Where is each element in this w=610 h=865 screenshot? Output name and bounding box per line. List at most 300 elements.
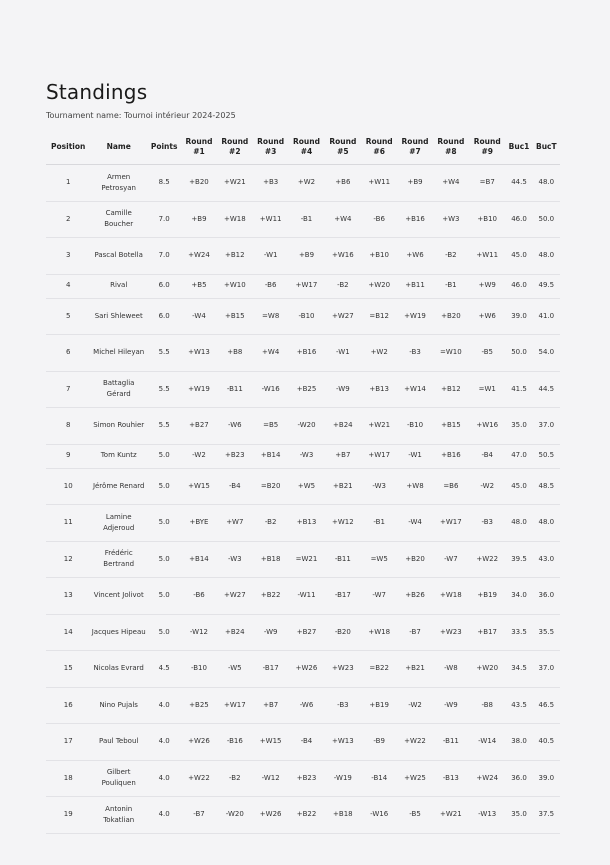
round-cell: +W3: [433, 201, 469, 238]
round-cell: -W20: [217, 797, 253, 834]
round-cell: +B12: [433, 371, 469, 408]
round-cell: +B24: [325, 408, 361, 445]
round-cell: -W4: [181, 298, 216, 335]
round-cell: -B7: [397, 614, 432, 651]
name-cell: Michel Hileyan: [90, 335, 147, 372]
table-row: [46, 541, 560, 578]
round-cell: +W23: [433, 614, 469, 651]
table-row: [46, 238, 560, 275]
column-header: BucT: [533, 130, 560, 165]
points-cell: 4.5: [147, 651, 181, 688]
points-cell: 4.0: [147, 760, 181, 797]
header-row: [46, 130, 560, 165]
buc1-cell: 35.0: [505, 408, 532, 445]
round-cell: -B2: [433, 238, 469, 275]
round-cell: -W16: [361, 797, 397, 834]
round-cell: -B5: [469, 335, 505, 372]
buct-cell: 36.0: [533, 578, 560, 615]
position-cell: 9: [46, 444, 90, 468]
round-cell: +W22: [397, 724, 432, 761]
buct-cell: 48.0: [533, 238, 560, 275]
round-cell: -B1: [433, 274, 469, 298]
points-cell: 4.0: [147, 797, 181, 834]
round-cell: -W14: [469, 724, 505, 761]
name-cell: Antonin Tokatlian: [90, 797, 147, 834]
buc1-cell: 48.0: [505, 505, 532, 542]
position-cell: 11: [46, 505, 90, 542]
round-cell: =B5: [253, 408, 288, 445]
round-cell: +B26: [397, 578, 432, 615]
round-cell: +B14: [181, 541, 216, 578]
round-cell: =B22: [361, 651, 397, 688]
round-cell: +B12: [217, 238, 253, 275]
position-cell: 16: [46, 687, 90, 724]
round-cell: -W2: [397, 687, 432, 724]
round-cell: +W13: [325, 724, 361, 761]
buct-cell: 50.5: [533, 444, 560, 468]
points-cell: 4.0: [147, 687, 181, 724]
table-row: [46, 760, 560, 797]
round-cell: +B15: [433, 408, 469, 445]
round-cell: -B11: [433, 724, 469, 761]
position-cell: 13: [46, 578, 90, 615]
round-cell: +W6: [397, 238, 432, 275]
round-cell: =B6: [433, 468, 469, 505]
round-cell: +B7: [253, 687, 288, 724]
name-cell: Nicolas Evrard: [90, 651, 147, 688]
round-cell: +W8: [397, 468, 432, 505]
round-cell: +W11: [253, 201, 288, 238]
round-cell: +W25: [397, 760, 432, 797]
round-cell: +W4: [433, 165, 469, 202]
column-header: Round #5: [325, 130, 361, 165]
round-cell: +B13: [361, 371, 397, 408]
round-cell: +B20: [181, 165, 216, 202]
round-cell: -W7: [433, 541, 469, 578]
table-header: [46, 130, 560, 165]
round-cell: +B25: [288, 371, 324, 408]
buct-cell: 54.0: [533, 335, 560, 372]
round-cell: -W16: [253, 371, 288, 408]
points-cell: 5.0: [147, 468, 181, 505]
table-row: [46, 165, 560, 202]
round-cell: -W9: [253, 614, 288, 651]
round-cell: +W7: [217, 505, 253, 542]
round-cell: +W15: [181, 468, 216, 505]
buct-cell: 39.0: [533, 760, 560, 797]
buct-cell: 41.0: [533, 298, 560, 335]
round-cell: +W26: [181, 724, 216, 761]
round-cell: -B6: [361, 201, 397, 238]
buct-cell: 46.5: [533, 687, 560, 724]
round-cell: +B10: [469, 201, 505, 238]
table-row: [46, 614, 560, 651]
position-cell: 15: [46, 651, 90, 688]
points-cell: 5.0: [147, 578, 181, 615]
table-row: [46, 724, 560, 761]
name-cell: Battaglia Gérard: [90, 371, 147, 408]
points-cell: 8.5: [147, 165, 181, 202]
round-cell: -B2: [253, 505, 288, 542]
round-cell: +B21: [325, 468, 361, 505]
round-cell: +W6: [469, 298, 505, 335]
buct-cell: 37.0: [533, 651, 560, 688]
round-cell: +B11: [397, 274, 432, 298]
round-cell: -W7: [361, 578, 397, 615]
round-cell: -W9: [433, 687, 469, 724]
column-header: Name: [90, 130, 147, 165]
round-cell: +B27: [288, 614, 324, 651]
round-cell: +W18: [217, 201, 253, 238]
round-cell: -B1: [361, 505, 397, 542]
round-cell: -W19: [325, 760, 361, 797]
round-cell: +B19: [469, 578, 505, 615]
position-cell: 10: [46, 468, 90, 505]
page-title: Standings: [46, 80, 148, 104]
buc1-cell: 39.5: [505, 541, 532, 578]
position-cell: 14: [46, 614, 90, 651]
position-cell: 19: [46, 797, 90, 834]
round-cell: -W6: [288, 687, 324, 724]
column-header: Position: [46, 130, 90, 165]
buc1-cell: 36.0: [505, 760, 532, 797]
round-cell: -W6: [217, 408, 253, 445]
position-cell: 2: [46, 201, 90, 238]
buc1-cell: 50.0: [505, 335, 532, 372]
name-cell: Gilbert Pouliquen: [90, 760, 147, 797]
buct-cell: 48.0: [533, 165, 560, 202]
round-cell: +B23: [288, 760, 324, 797]
column-header: Round #3: [253, 130, 288, 165]
round-cell: -B5: [397, 797, 432, 834]
round-cell: -W12: [253, 760, 288, 797]
table-row: [46, 797, 560, 834]
position-cell: 12: [46, 541, 90, 578]
round-cell: +W16: [469, 408, 505, 445]
round-cell: =W21: [288, 541, 324, 578]
buct-cell: 35.5: [533, 614, 560, 651]
round-cell: -B8: [469, 687, 505, 724]
name-cell: Jacques Hipeau: [90, 614, 147, 651]
round-cell: -B10: [288, 298, 324, 335]
round-cell: +W23: [325, 651, 361, 688]
round-cell: +BYE: [181, 505, 216, 542]
points-cell: 5.5: [147, 371, 181, 408]
round-cell: -B16: [217, 724, 253, 761]
round-cell: +B9: [181, 201, 216, 238]
name-cell: Simon Rouhier: [90, 408, 147, 445]
name-cell: Lamine Adjeroud: [90, 505, 147, 542]
round-cell: +W27: [325, 298, 361, 335]
round-cell: +W18: [433, 578, 469, 615]
round-cell: -B4: [469, 444, 505, 468]
round-cell: +B25: [181, 687, 216, 724]
position-cell: 5: [46, 298, 90, 335]
round-cell: +W19: [397, 298, 432, 335]
column-header: Round #9: [469, 130, 505, 165]
points-cell: 5.5: [147, 408, 181, 445]
points-cell: 6.0: [147, 298, 181, 335]
round-cell: -B11: [217, 371, 253, 408]
round-cell: -W13: [469, 797, 505, 834]
position-cell: 6: [46, 335, 90, 372]
round-cell: +B9: [397, 165, 432, 202]
round-cell: +B5: [181, 274, 216, 298]
name-cell: Vincent Jolivot: [90, 578, 147, 615]
round-cell: +B19: [361, 687, 397, 724]
round-cell: +W17: [217, 687, 253, 724]
round-cell: -W11: [288, 578, 324, 615]
round-cell: -B13: [433, 760, 469, 797]
position-cell: 18: [46, 760, 90, 797]
round-cell: +W17: [361, 444, 397, 468]
table-row: [46, 201, 560, 238]
buc1-cell: 34.0: [505, 578, 532, 615]
buc1-cell: 34.5: [505, 651, 532, 688]
round-cell: +W16: [325, 238, 361, 275]
name-cell: Rival: [90, 274, 147, 298]
round-cell: -B6: [181, 578, 216, 615]
round-cell: -B17: [325, 578, 361, 615]
column-header: Round #2: [217, 130, 253, 165]
points-cell: 7.0: [147, 238, 181, 275]
round-cell: -B1: [288, 201, 324, 238]
round-cell: +W26: [288, 651, 324, 688]
round-cell: -W4: [397, 505, 432, 542]
points-cell: 7.0: [147, 201, 181, 238]
round-cell: -W1: [397, 444, 432, 468]
round-cell: -W5: [217, 651, 253, 688]
round-cell: -B2: [217, 760, 253, 797]
round-cell: +W19: [181, 371, 216, 408]
round-cell: -W3: [288, 444, 324, 468]
round-cell: -B3: [469, 505, 505, 542]
round-cell: =B7: [469, 165, 505, 202]
round-cell: -W2: [469, 468, 505, 505]
table-row: [46, 298, 560, 335]
round-cell: +W4: [325, 201, 361, 238]
buct-cell: 37.0: [533, 408, 560, 445]
buc1-cell: 46.0: [505, 201, 532, 238]
round-cell: +B8: [217, 335, 253, 372]
buc1-cell: 47.0: [505, 444, 532, 468]
name-cell: Pascal Botella: [90, 238, 147, 275]
round-cell: +W24: [181, 238, 216, 275]
round-cell: +W20: [361, 274, 397, 298]
buct-cell: 40.5: [533, 724, 560, 761]
round-cell: -B17: [253, 651, 288, 688]
round-cell: +W21: [217, 165, 253, 202]
round-cell: +B23: [217, 444, 253, 468]
round-cell: +W5: [288, 468, 324, 505]
buct-cell: 43.0: [533, 541, 560, 578]
column-header: Round #8: [433, 130, 469, 165]
table-row: [46, 651, 560, 688]
table-row: [46, 505, 560, 542]
round-cell: -B9: [361, 724, 397, 761]
table-row: [46, 687, 560, 724]
round-cell: +B16: [433, 444, 469, 468]
points-cell: 5.0: [147, 541, 181, 578]
column-header: Points: [147, 130, 181, 165]
column-header: Round #1: [181, 130, 216, 165]
position-cell: 1: [46, 165, 90, 202]
name-cell: Tom Kuntz: [90, 444, 147, 468]
round-cell: +B9: [288, 238, 324, 275]
round-cell: -B14: [361, 760, 397, 797]
buct-cell: 37.5: [533, 797, 560, 834]
round-cell: +B18: [325, 797, 361, 834]
round-cell: -B6: [253, 274, 288, 298]
round-cell: +W10: [217, 274, 253, 298]
round-cell: +B20: [397, 541, 432, 578]
round-cell: +W13: [181, 335, 216, 372]
round-cell: =W10: [433, 335, 469, 372]
round-cell: -B10: [397, 408, 432, 445]
buct-cell: 50.0: [533, 201, 560, 238]
buc1-cell: 44.5: [505, 165, 532, 202]
round-cell: +W24: [469, 760, 505, 797]
round-cell: +W20: [469, 651, 505, 688]
name-cell: Armen Petrosyan: [90, 165, 147, 202]
name-cell: Camille Boucher: [90, 201, 147, 238]
position-cell: 17: [46, 724, 90, 761]
points-cell: 5.0: [147, 614, 181, 651]
round-cell: +W12: [325, 505, 361, 542]
table-row: [46, 468, 560, 505]
table-row: [46, 335, 560, 372]
round-cell: =B20: [253, 468, 288, 505]
round-cell: +B18: [253, 541, 288, 578]
round-cell: +B16: [397, 201, 432, 238]
round-cell: +B13: [288, 505, 324, 542]
standings-table: [46, 130, 560, 834]
column-header: Round #6: [361, 130, 397, 165]
table-row: [46, 408, 560, 445]
round-cell: +W18: [361, 614, 397, 651]
round-cell: -B20: [325, 614, 361, 651]
round-cell: +W22: [181, 760, 216, 797]
round-cell: +B24: [217, 614, 253, 651]
round-cell: +W17: [288, 274, 324, 298]
buct-cell: 48.0: [533, 505, 560, 542]
position-cell: 8: [46, 408, 90, 445]
table-row: [46, 274, 560, 298]
table-body: [46, 165, 560, 834]
round-cell: -B10: [181, 651, 216, 688]
position-cell: 7: [46, 371, 90, 408]
round-cell: +B10: [361, 238, 397, 275]
round-cell: -B3: [397, 335, 432, 372]
buc1-cell: 46.0: [505, 274, 532, 298]
points-cell: 5.5: [147, 335, 181, 372]
buc1-cell: 45.0: [505, 238, 532, 275]
name-cell: Frédéric Bertrand: [90, 541, 147, 578]
round-cell: -B4: [288, 724, 324, 761]
column-header: Buc1: [505, 130, 532, 165]
round-cell: -W3: [361, 468, 397, 505]
round-cell: +W21: [433, 797, 469, 834]
round-cell: +W15: [253, 724, 288, 761]
round-cell: +B6: [325, 165, 361, 202]
round-cell: +W27: [217, 578, 253, 615]
buc1-cell: 41.5: [505, 371, 532, 408]
round-cell: +B14: [253, 444, 288, 468]
buc1-cell: 35.0: [505, 797, 532, 834]
round-cell: +W9: [469, 274, 505, 298]
round-cell: +W2: [288, 165, 324, 202]
round-cell: -B4: [217, 468, 253, 505]
round-cell: +B20: [433, 298, 469, 335]
round-cell: -W20: [288, 408, 324, 445]
round-cell: -W3: [217, 541, 253, 578]
round-cell: +B16: [288, 335, 324, 372]
points-cell: 4.0: [147, 724, 181, 761]
round-cell: +B7: [325, 444, 361, 468]
table-row: [46, 578, 560, 615]
round-cell: =W5: [361, 541, 397, 578]
buct-cell: 49.5: [533, 274, 560, 298]
tournament-name: Tournament name: Tournoi intérieur 2024-2025: [46, 111, 236, 120]
round-cell: +W2: [361, 335, 397, 372]
round-cell: +W17: [433, 505, 469, 542]
round-cell: +B22: [253, 578, 288, 615]
round-cell: =B12: [361, 298, 397, 335]
position-cell: 4: [46, 274, 90, 298]
round-cell: =W1: [469, 371, 505, 408]
round-cell: -W8: [433, 651, 469, 688]
round-cell: +B22: [288, 797, 324, 834]
buc1-cell: 33.5: [505, 614, 532, 651]
round-cell: =W8: [253, 298, 288, 335]
buct-cell: 44.5: [533, 371, 560, 408]
name-cell: Nino Pujals: [90, 687, 147, 724]
buc1-cell: 45.0: [505, 468, 532, 505]
name-cell: Paul Teboul: [90, 724, 147, 761]
round-cell: +B27: [181, 408, 216, 445]
round-cell: +B21: [397, 651, 432, 688]
round-cell: -W1: [325, 335, 361, 372]
round-cell: -B3: [325, 687, 361, 724]
points-cell: 5.0: [147, 444, 181, 468]
round-cell: -W2: [181, 444, 216, 468]
round-cell: +B3: [253, 165, 288, 202]
column-header: Round #4: [288, 130, 324, 165]
points-cell: 6.0: [147, 274, 181, 298]
round-cell: +W4: [253, 335, 288, 372]
round-cell: -B7: [181, 797, 216, 834]
round-cell: -W12: [181, 614, 216, 651]
round-cell: +W21: [361, 408, 397, 445]
table-row: [46, 371, 560, 408]
name-cell: Sari Shleweet: [90, 298, 147, 335]
round-cell: +W11: [361, 165, 397, 202]
buc1-cell: 39.0: [505, 298, 532, 335]
buc1-cell: 38.0: [505, 724, 532, 761]
buc1-cell: 43.5: [505, 687, 532, 724]
round-cell: -B11: [325, 541, 361, 578]
round-cell: -W9: [325, 371, 361, 408]
round-cell: +W14: [397, 371, 432, 408]
name-cell: Jérôme Renard: [90, 468, 147, 505]
round-cell: +W22: [469, 541, 505, 578]
round-cell: -B2: [325, 274, 361, 298]
round-cell: +W26: [253, 797, 288, 834]
points-cell: 5.0: [147, 505, 181, 542]
round-cell: +B17: [469, 614, 505, 651]
round-cell: +W11: [469, 238, 505, 275]
buct-cell: 48.5: [533, 468, 560, 505]
